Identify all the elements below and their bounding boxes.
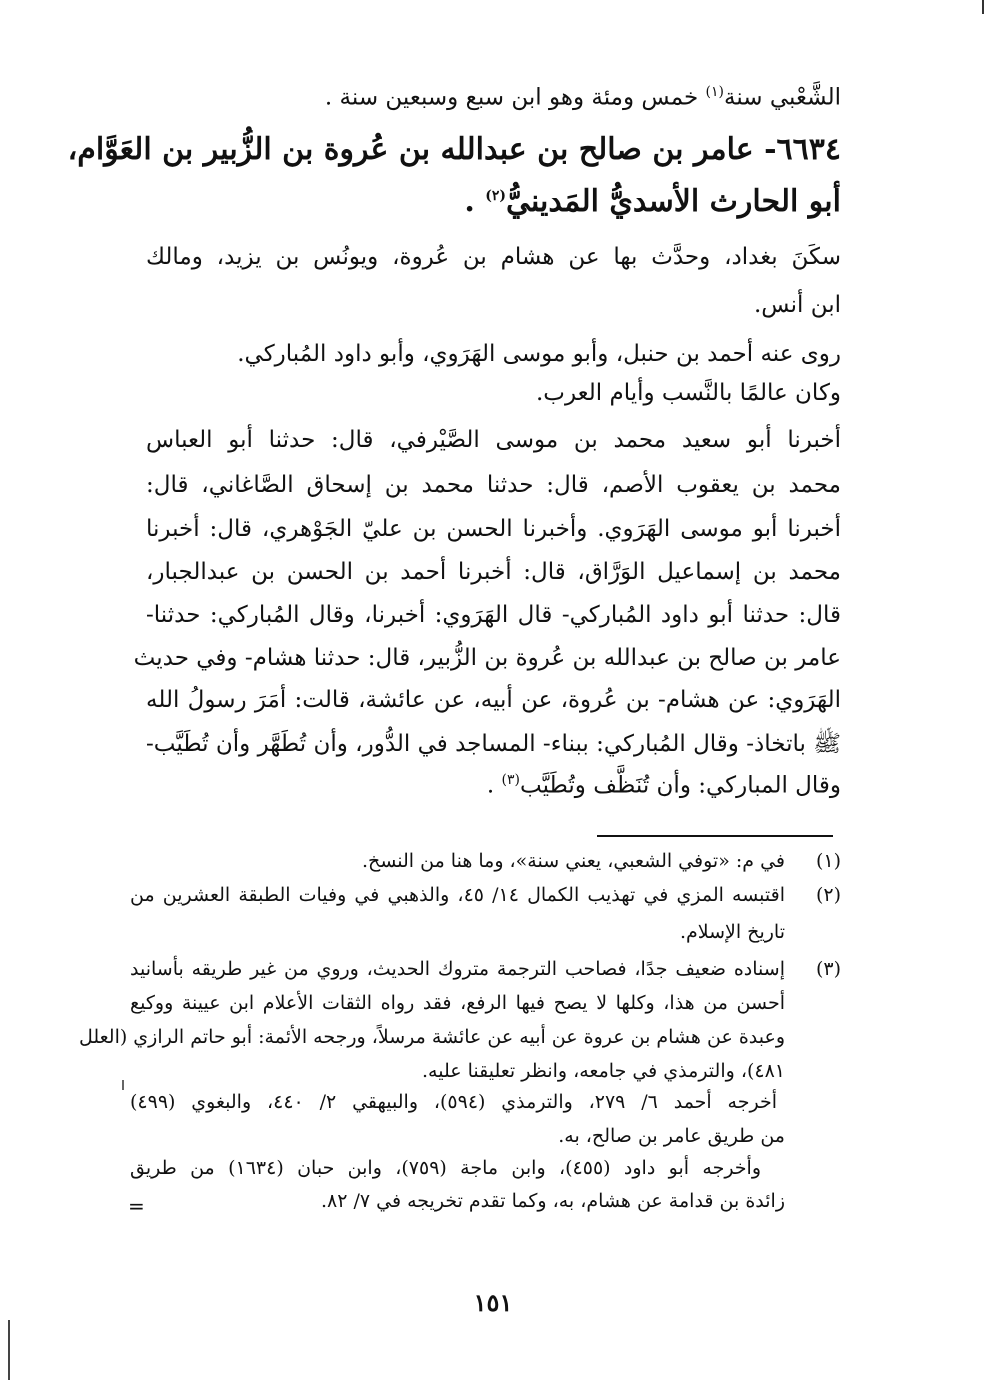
entry-heading-line2: أبو الحارث الأسديُّ المَدينيُّ$^{(٢)}$ . [464, 184, 841, 219]
footnote-3-cont [130, 1091, 841, 1121]
footnote-text: وأخرجه أبو داود (٤٥٥)، وابن ماجة (٧٥٩)، وابن حبان (١٦٣٤) من طريق [130, 1157, 761, 1179]
footnote-ref-3[interactable]: (٣) [501, 772, 520, 788]
paragraph-line: محمد بن يعقوب الأصم، قال: حدثنا محمد بن إسحاق الصَّاغاني، قال: [146, 472, 841, 498]
paragraph-line: عامر بن صالح بن عبدالله بن عُروة بن الزُّبير، قال: حدثنا هشام- وفي حديث [133, 645, 841, 671]
footnote-number: (١) [815, 850, 841, 872]
footnote-separator [597, 835, 833, 837]
footnote-number: (٣) [815, 958, 841, 980]
paragraph-line: ﷺ باتخاذ- وقال المُباركي: ببناء- المساجد في الدُّور، وأن تُطَهَّر وأن تُطَيَّب- [146, 731, 841, 757]
footnote-text: أحسن من هذا، وكلها لا يصح فيها الرفع، فقد رواه الثقات الأعلام ابن عيينة ووكيع [130, 992, 785, 1014]
paragraph-line: أخبرنا أبو سعيد محمد بن موسى الصَّيْرفي، قال: حدثنا أبو العباس [146, 427, 841, 453]
footnote-3-cont [130, 1125, 841, 1155]
footnote-text: اقتبسه المزي في تهذيب الكمال ١٤/ ٤٥، والذهبي في وفيات الطبقة العشرين من [130, 884, 785, 906]
footnote-1 [130, 850, 841, 880]
main-text [67, 84, 841, 804]
footnote-text: زائدة بن قدامة عن هشام، به، وكما تقدم تخريجه في ٧/ ٨٢. [320, 1190, 785, 1212]
paragraph-line: ابن أنس. [753, 292, 841, 318]
continuation-mark: = [128, 1194, 145, 1218]
footnote-3-cont [130, 1190, 841, 1220]
footnote-text: أخرجه أحمد ٦/ ٢٧٩، والترمذي (٥٩٤)، والبيهقي ٢/ ٤٤٠، والبغوي (٤٩٩) [130, 1091, 777, 1113]
paragraph-line: قال: حدثنا أبو داود المُباركي- قال الهَرَوي: أخبرنا، وقال المُباركي: حدثنا- [146, 602, 841, 628]
footnote-number: (٢) [815, 884, 841, 906]
footnote-3 [130, 958, 841, 988]
paragraph-line: سكَنَ بغداد، وحدَّث بها عن هشام بن عُروة، ويونُس بن يزيد، ومالك [146, 244, 841, 270]
footnote-3-cont [78, 1026, 841, 1056]
paragraph-line: روى عنه أحمد بن حنبل، وأبو موسى الهَرَوي، وأبو داود المُباركي. [237, 341, 841, 367]
footnote-text: في م: «توفي الشعبي، يعني سنة»، وما هنا من النسخ. [362, 850, 785, 872]
paragraph-line: محمد بن إسماعيل الوَرَّاق، قال: أخبرنا أحمد بن الحسن بن عبدالجبار، [146, 559, 841, 585]
footnote-ref-1[interactable]: (١) [705, 84, 725, 100]
text-line-1: الشَّعْبي سنة$^{(١)}$ خمس ومئة وهو ابن سبع وسبعين سنة . [324, 84, 841, 111]
footnote-text: تاريخ الإسلام. [679, 921, 785, 943]
footnotes [78, 850, 841, 1230]
paragraph-line: الهَرَوي: عن هشام- بن عُروة، عن أبيه، عن عائشة، قالت: أمَرَ رسولُ الله [146, 687, 841, 713]
page-number: ١٥١ [473, 1288, 513, 1317]
footnote-text: وعبدة عن هشام بن عروة عن أبيه عن عائشة مرسلاً، ورجحه الأئمة: أبو حاتم الرازي (العلل [78, 1026, 785, 1048]
paragraph-line: أخبرنا أبو موسى الهَرَوي. وأخبرنا الحسن بن عليّ الجَوْهري، قال: أخبرنا [146, 516, 841, 542]
footnote-3-cont [130, 1060, 841, 1090]
footnote-3-cont [130, 992, 841, 1022]
footnote-ref-2[interactable]: (٢) [485, 188, 506, 204]
footnote-2 [130, 884, 841, 914]
entry-heading: ٦٦٣٤- عامر بن صالح بن عبدالله بن عُروة بن الزُّبير بن العَوَّام، [67, 132, 841, 167]
footnote-text: من طريق عامر بن صالح، به. [558, 1125, 785, 1147]
footnote-3-cont [130, 1157, 841, 1187]
footnote-text: ٤٨١)، والترمذي في جامعه، وانظر تعليقنا عليه. [421, 1060, 785, 1082]
footnote-text: إسناده ضعيف جدًا، فصاحب الترجمة متروك الحديث، وروي من غير طريقه بأسانيد [130, 958, 785, 980]
scan-edge-mark-left [8, 1320, 10, 1380]
paragraph-line-last: وقال المباركي: وأن تُنَظَّف وتُطَيَّب$^{(٣)}$ . [486, 772, 841, 799]
footnote-2-cont [130, 921, 841, 951]
scan-speck [122, 1080, 124, 1090]
paragraph-line: وكان عالمًا بالنَّسب وأيام العرب. [536, 380, 841, 406]
